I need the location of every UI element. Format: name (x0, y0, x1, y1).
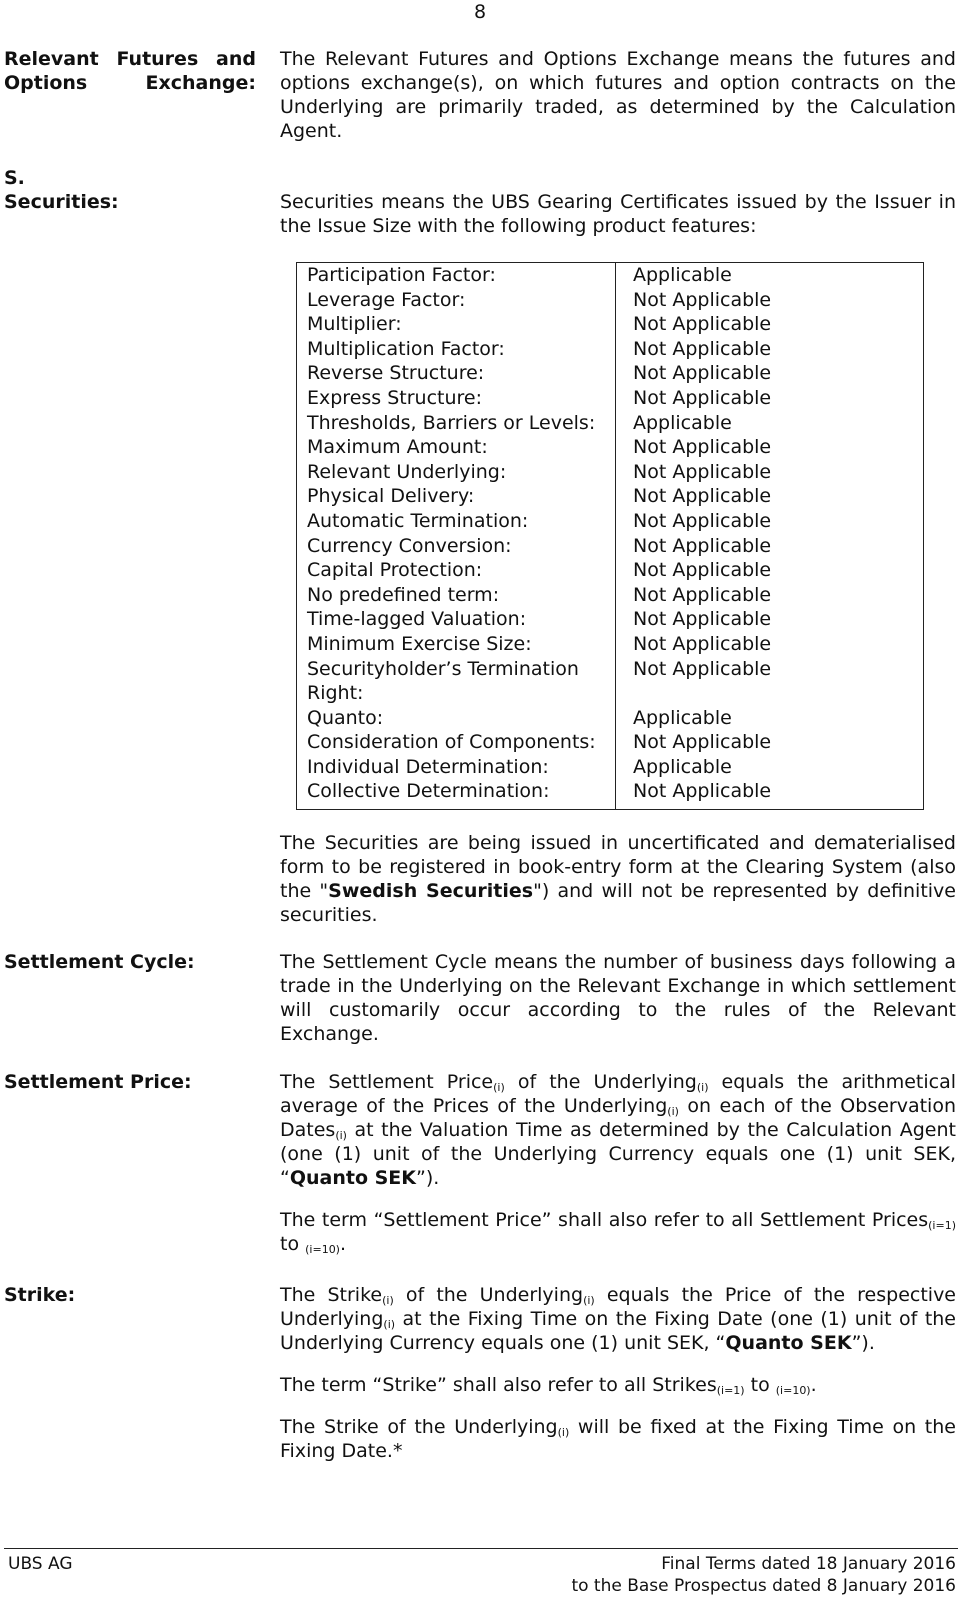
subscript-first: (i=1) (928, 1219, 956, 1232)
settlement-price-paragraph-2 (280, 1208, 956, 1256)
footer-rule (4, 1548, 958, 1549)
feature-value: Not Applicable (633, 509, 772, 532)
feature-label: Reverse Structure: (307, 362, 485, 385)
feature-row (307, 755, 917, 780)
feature-value: Not Applicable (633, 731, 772, 754)
feature-value: Not Applicable (633, 608, 772, 631)
feature-label: No predefined term: (307, 583, 500, 606)
subscript-i: (i) (493, 1081, 505, 1094)
text: . (339, 1233, 347, 1255)
feature-row (307, 460, 917, 485)
term-settlement-cycle: Settlement Cycle: (4, 951, 195, 973)
feature-row (307, 312, 917, 337)
subscript-i: (i) (696, 1081, 709, 1094)
feature-value: Applicable (633, 706, 732, 729)
strike-paragraph-1 (280, 1283, 956, 1355)
text: of the Underlying (504, 1071, 697, 1093)
text: of the Underlying (393, 1284, 584, 1306)
feature-value: Applicable (633, 755, 732, 778)
definition-settlement-cycle: The Settlement Cycle means the number of business days following a trade in the Underlying on the Relevant Exchange in which settlement will customarily occur according to the rules of the Relevant Exchange. (280, 951, 956, 1045)
feature-value: Not Applicable (633, 485, 772, 508)
definition-strike (280, 1283, 956, 1463)
feature-row (307, 509, 917, 534)
feature-row (307, 632, 917, 657)
feature-row (307, 558, 917, 583)
feature-row (307, 484, 917, 509)
feature-row (307, 337, 917, 362)
feature-label: Leverage Factor: (307, 288, 466, 311)
product-features-table (296, 262, 924, 810)
text: at the Fixing Time on the Fixing Date (one (1) unit of the Underlying Currency equals one (1) unit SEK, “ (280, 1308, 956, 1354)
term-securities-label: Securities: (4, 191, 119, 213)
footer-base-prospectus-date: to the Base Prospectus dated 8 January 2016 (571, 1576, 956, 1596)
feature-label: Securityholder’s Termination Right: (307, 657, 579, 705)
text: The term “Strike” shall also refer to all Strikes (280, 1374, 717, 1396)
feature-label: Collective Determination: (307, 780, 550, 803)
feature-label: Consideration of Components: (307, 731, 596, 754)
subscript-i: (i) (383, 1318, 396, 1331)
feature-label: Physical Delivery: (307, 485, 475, 508)
feature-row (307, 435, 917, 460)
feature-row (307, 361, 917, 386)
feature-value: Not Applicable (633, 337, 772, 360)
feature-row (307, 607, 917, 632)
feature-value: Not Applicable (633, 460, 772, 483)
feature-row (307, 411, 917, 436)
text: . (810, 1374, 817, 1396)
feature-value: Not Applicable (633, 559, 772, 582)
feature-value: Not Applicable (633, 313, 772, 336)
definition-securities: Securities means the UBS Gearing Certificates issued by the Issuer in the Issue Size with the following product features: (280, 191, 956, 237)
text: The Settlement Price (280, 1071, 494, 1093)
feature-value: Not Applicable (633, 632, 772, 655)
subscript-i: (i) (335, 1129, 347, 1142)
text: equals the arithmetical average of the Prices of the Underlying (280, 1071, 956, 1117)
feature-label: Maximum Amount: (307, 436, 488, 459)
feature-label: Multiplication Factor: (307, 337, 505, 360)
term-settlement-price: Settlement Price: (4, 1071, 192, 1093)
feature-value: Not Applicable (633, 657, 772, 680)
feature-value: Applicable (633, 264, 732, 286)
feature-label: Automatic Termination: (307, 509, 529, 532)
subscript-i: (i) (667, 1105, 679, 1118)
subscript-last: (i=10) (775, 1384, 811, 1397)
feature-row (307, 779, 917, 804)
subscript-i: (i) (382, 1294, 394, 1307)
text: ”). (416, 1167, 440, 1189)
strike-paragraph-2 (280, 1373, 956, 1397)
swedish-securities-term: Swedish Securities (328, 880, 534, 902)
text: equals the Price of the respective Underlying (280, 1284, 957, 1330)
feature-row (307, 263, 917, 288)
feature-row (307, 730, 917, 755)
feature-label: Individual Determination: (307, 755, 549, 778)
text: to (744, 1374, 776, 1396)
feature-label: Capital Protection: (307, 559, 483, 582)
term-securities (4, 166, 256, 214)
feature-value: Not Applicable (633, 288, 772, 311)
feature-value: Applicable (633, 411, 732, 434)
feature-row (307, 534, 917, 559)
term-relevant-futures-exchange: Relevant Futures and Options Exchange: (4, 48, 256, 94)
form-text-after: ") and will not be represented by definitive securities. (280, 880, 956, 926)
feature-value: Not Applicable (633, 780, 772, 803)
feature-row (307, 583, 917, 608)
feature-label: Multiplier: (307, 313, 402, 336)
text: The Strike (280, 1284, 383, 1306)
definition-relevant-futures-exchange: The Relevant Futures and Options Exchange means the futures and options exchange(s), on which futures and option contracts on the Underlying are primarily traded, as determined by the Calculation Agent. (280, 48, 956, 142)
feature-value: Not Applicable (633, 362, 772, 385)
feature-row (307, 288, 917, 313)
text: at the Valuation Time as determined by the Calculation Agent (one (1) unit of the Underlying Currency equals one (1) unit SEK, “ (280, 1119, 956, 1189)
quanto-sek-term: Quanto SEK (289, 1167, 417, 1189)
text: on each of the Observation Dates (280, 1095, 956, 1141)
feature-label: Participation Factor: (307, 264, 496, 286)
feature-row (307, 706, 917, 731)
footer-dates (571, 1553, 956, 1597)
feature-label: Relevant Underlying: (307, 460, 507, 483)
feature-label: Thresholds, Barriers or Levels: (307, 411, 596, 434)
feature-label: Quanto: (307, 706, 384, 729)
settlement-price-paragraph-1 (280, 1070, 956, 1190)
feature-value: Not Applicable (633, 436, 772, 459)
definition-settlement-price (280, 1070, 956, 1256)
text: ”). (851, 1332, 875, 1354)
page-number: 8 (473, 1, 487, 23)
section-letter: S. (4, 167, 25, 189)
feature-value: Not Applicable (633, 534, 772, 557)
securities-form-paragraph (280, 831, 956, 927)
feature-label: Time-lagged Valuation: (307, 608, 527, 631)
footer-issuer: UBS AG (8, 1554, 73, 1574)
footer-final-terms-date: Final Terms dated 18 January 2016 (661, 1554, 956, 1574)
text: The Strike of the Underlying (280, 1416, 558, 1438)
text: to (280, 1233, 306, 1255)
subscript-first: (i=1) (716, 1384, 745, 1397)
form-text-before: The Securities are being issued in uncertificated and dematerialised form to be registered in book-entry form at the Clearing System (also the " (280, 832, 956, 902)
subscript-last: (i=10) (305, 1243, 340, 1256)
subscript-i: (i) (583, 1294, 595, 1307)
term-strike: Strike: (4, 1284, 76, 1306)
feature-label: Express Structure: (307, 386, 483, 409)
quanto-sek-term: Quanto SEK (725, 1332, 852, 1354)
feature-value: Not Applicable (633, 386, 772, 409)
feature-value: Not Applicable (633, 583, 772, 606)
text: will be fixed at the Fixing Time on the Fixing Date.* (280, 1416, 956, 1462)
subscript-i: (i) (557, 1426, 570, 1439)
features-list (307, 263, 917, 804)
feature-row (307, 657, 917, 706)
feature-label: Currency Conversion: (307, 534, 512, 557)
feature-row (307, 386, 917, 411)
text: The term “Settlement Price” shall also refer to all Settlement Prices (280, 1209, 929, 1231)
strike-paragraph-3 (280, 1415, 956, 1463)
feature-label: Minimum Exercise Size: (307, 632, 532, 655)
